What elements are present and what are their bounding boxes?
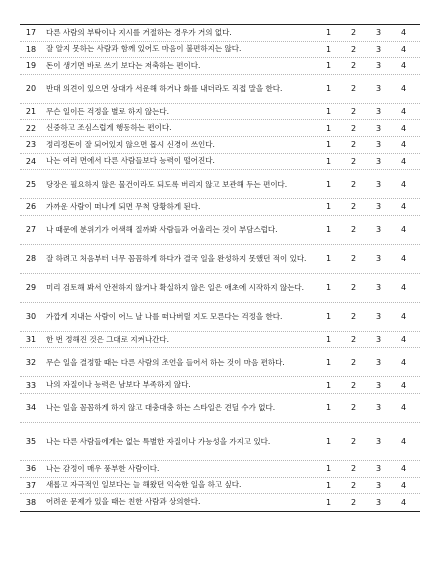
rating-option-1[interactable]: 1 [325, 156, 332, 166]
rating-option-1[interactable]: 1 [325, 283, 332, 293]
rating-option-3[interactable]: 3 [375, 61, 382, 71]
rating-option-2[interactable]: 2 [350, 335, 357, 345]
rating-option-1[interactable]: 1 [325, 179, 332, 189]
question-text: 한 번 정해진 것은 그대로 지켜나간다. [46, 334, 169, 344]
rating-option-2[interactable]: 2 [350, 61, 357, 71]
rating-option-4[interactable]: 4 [400, 403, 407, 413]
question-row [20, 423, 420, 461]
question-row [20, 348, 420, 377]
question-text: 잘 알지 못하는 사람과 함께 있어도 마음이 불편하지는 않다. [46, 44, 242, 54]
rating-option-4[interactable]: 4 [400, 283, 407, 293]
rating-option-1[interactable]: 1 [325, 464, 332, 474]
rating-option-1[interactable]: 1 [325, 225, 332, 235]
question-row [20, 199, 420, 216]
question-number: 36 [25, 464, 37, 474]
question-number: 19 [25, 61, 37, 71]
question-row [20, 332, 420, 349]
question-number: 31 [25, 335, 37, 345]
rating-option-4[interactable]: 4 [400, 123, 407, 133]
rating-option-4[interactable]: 4 [400, 202, 407, 212]
rating-option-2[interactable]: 2 [350, 225, 357, 235]
question-row [20, 478, 420, 495]
rating-option-3[interactable]: 3 [375, 44, 382, 54]
question-number: 35 [25, 436, 37, 446]
rating-option-3[interactable]: 3 [375, 480, 382, 490]
rating-option-2[interactable]: 2 [350, 179, 357, 189]
question-row [20, 42, 420, 59]
question-number: 17 [25, 28, 37, 38]
question-row [20, 216, 420, 245]
rating-option-1[interactable]: 1 [325, 84, 332, 94]
question-number: 20 [25, 84, 37, 94]
rating-option-2[interactable]: 2 [350, 480, 357, 490]
rating-option-2[interactable]: 2 [350, 380, 357, 390]
rating-option-2[interactable]: 2 [350, 123, 357, 133]
rating-option-2[interactable]: 2 [350, 283, 357, 293]
question-number: 22 [25, 123, 37, 133]
question-row [20, 120, 420, 137]
rating-option-1[interactable]: 1 [325, 44, 332, 54]
rating-option-3[interactable]: 3 [375, 380, 382, 390]
question-text: 가까운 사람이 떠나게 되면 무척 당황하게 된다. [46, 201, 201, 211]
rating-option-3[interactable]: 3 [375, 403, 382, 413]
question-text: 나는 다른 사람들에게는 없는 특별한 자질이나 가능성을 가지고 있다. [46, 436, 271, 446]
rating-option-3[interactable]: 3 [375, 202, 382, 212]
rating-option-2[interactable]: 2 [350, 464, 357, 474]
question-text: 무슨 일을 결정할 때는 다른 사람의 조언을 들어서 하는 것이 마음 편하다. [46, 357, 285, 367]
rating-option-4[interactable]: 4 [400, 179, 407, 189]
question-text: 나는 여러 면에서 다른 사람들보다 능력이 떨어진다. [46, 156, 215, 166]
question-text: 반대 의견이 있으면 상대가 서운해 하거나 화를 내더라도 직접 말을 한다. [46, 84, 283, 94]
rating-option-1[interactable]: 1 [325, 107, 332, 117]
rating-option-4[interactable]: 4 [400, 254, 407, 264]
rating-option-3[interactable]: 3 [375, 335, 382, 345]
question-number: 28 [25, 254, 37, 264]
question-text: 정리정돈이 잘 되어있지 않으면 몹시 신경이 쓰인다. [46, 139, 215, 149]
rating-option-3[interactable]: 3 [375, 312, 382, 322]
rating-option-4[interactable]: 4 [400, 436, 407, 446]
question-text: 돈이 생기면 바로 쓰기 보다는 저축하는 편이다. [46, 60, 201, 70]
rating-option-1[interactable]: 1 [325, 380, 332, 390]
question-number: 21 [25, 107, 37, 117]
question-row [20, 494, 420, 511]
question-row [20, 394, 420, 423]
rating-option-1[interactable]: 1 [325, 312, 332, 322]
rating-option-3[interactable]: 3 [375, 123, 382, 133]
rating-option-1[interactable]: 1 [325, 335, 332, 345]
rating-option-4[interactable]: 4 [400, 44, 407, 54]
rating-option-3[interactable]: 3 [375, 283, 382, 293]
rating-option-1[interactable]: 1 [325, 202, 332, 212]
rating-option-4[interactable]: 4 [400, 84, 407, 94]
question-number: 25 [25, 179, 37, 189]
rating-option-1[interactable]: 1 [325, 357, 332, 367]
rating-option-1[interactable]: 1 [325, 497, 332, 507]
rating-option-1[interactable]: 1 [325, 403, 332, 413]
rating-option-2[interactable]: 2 [350, 254, 357, 264]
rating-option-2[interactable]: 2 [350, 44, 357, 54]
question-text: 어려운 문제가 있을 때는 친한 사람과 상의한다. [46, 497, 201, 507]
rating-option-2[interactable]: 2 [350, 497, 357, 507]
rating-option-3[interactable]: 3 [375, 464, 382, 474]
rating-option-4[interactable]: 4 [400, 335, 407, 345]
rating-option-4[interactable]: 4 [400, 28, 407, 38]
question-number: 33 [25, 380, 37, 390]
question-text: 새롭고 자극적인 일보다는 늘 해왔던 익숙한 일을 하고 싶다. [46, 480, 242, 490]
question-row [20, 25, 420, 42]
rating-option-4[interactable]: 4 [400, 480, 407, 490]
rating-option-4[interactable]: 4 [400, 312, 407, 322]
question-text: 당장은 필요하지 않은 물건이라도 되도록 버리지 않고 보관해 두는 편이다. [46, 179, 288, 189]
rating-option-1[interactable]: 1 [325, 123, 332, 133]
rating-option-3[interactable]: 3 [375, 225, 382, 235]
rating-option-1[interactable]: 1 [325, 480, 332, 490]
question-number: 30 [25, 312, 37, 322]
rating-option-2[interactable]: 2 [350, 312, 357, 322]
question-row [20, 137, 420, 154]
question-text: 나는 일을 꼼꼼하게 하지 않고 대충대충 하는 스타일은 견딜 수가 없다. [46, 403, 276, 413]
question-row [20, 170, 420, 199]
question-row [20, 274, 420, 303]
rating-option-4[interactable]: 4 [400, 61, 407, 71]
rating-option-2[interactable]: 2 [350, 140, 357, 150]
question-text: 무슨 일이든 걱정을 별로 하지 않는다. [46, 106, 169, 116]
rating-option-4[interactable]: 4 [400, 225, 407, 235]
question-row [20, 154, 420, 171]
question-row [20, 58, 420, 75]
rating-option-1[interactable]: 1 [325, 140, 332, 150]
rating-option-3[interactable]: 3 [375, 497, 382, 507]
rating-option-3[interactable]: 3 [375, 436, 382, 446]
rating-option-2[interactable]: 2 [350, 107, 357, 117]
rating-option-3[interactable]: 3 [375, 28, 382, 38]
rating-option-3[interactable]: 3 [375, 84, 382, 94]
rating-option-2[interactable]: 2 [350, 357, 357, 367]
question-number: 37 [25, 480, 37, 490]
rating-option-2[interactable]: 2 [350, 403, 357, 413]
rating-option-4[interactable]: 4 [400, 357, 407, 367]
question-number: 32 [25, 357, 37, 367]
rating-option-1[interactable]: 1 [325, 254, 332, 264]
rating-option-3[interactable]: 3 [375, 107, 382, 117]
rating-option-2[interactable]: 2 [350, 202, 357, 212]
question-row [20, 377, 420, 394]
rating-option-4[interactable]: 4 [400, 497, 407, 507]
question-number: 27 [25, 225, 37, 235]
question-text: 나는 감정이 매우 풍부한 사람이다. [46, 463, 160, 473]
question-number: 38 [25, 497, 37, 507]
rating-option-1[interactable]: 1 [325, 436, 332, 446]
question-row [20, 245, 420, 274]
rating-option-4[interactable]: 4 [400, 380, 407, 390]
question-row [20, 75, 420, 104]
question-text: 잘 하려고 처음부터 너무 꼼꼼하게 하다가 결국 일을 완성하지 못했던 적이 있다. [46, 254, 307, 264]
rating-option-3[interactable]: 3 [375, 357, 382, 367]
question-text: 신중하고 조심스럽게 행동하는 편이다. [46, 123, 172, 133]
rating-option-4[interactable]: 4 [400, 464, 407, 474]
rating-option-2[interactable]: 2 [350, 84, 357, 94]
questionnaire-table [20, 24, 420, 512]
rating-option-3[interactable]: 3 [375, 156, 382, 166]
rating-option-4[interactable]: 4 [400, 107, 407, 117]
question-text: 다른 사람의 부탁이나 지시를 거절하는 경우가 거의 없다. [46, 27, 232, 37]
question-number: 24 [25, 156, 37, 166]
question-text: 나 때문에 분위기가 어색해 질까봐 사람들과 어울리는 것이 부담스럽다. [46, 225, 278, 235]
rating-option-3[interactable]: 3 [375, 179, 382, 189]
question-text: 가깝게 지내는 사람이 어느 날 나를 떠나버릴 지도 모른다는 걱정을 한다. [46, 312, 283, 322]
rating-option-3[interactable]: 3 [375, 140, 382, 150]
rating-option-4[interactable]: 4 [400, 140, 407, 150]
rating-option-1[interactable]: 1 [325, 28, 332, 38]
rating-option-2[interactable]: 2 [350, 156, 357, 166]
question-number: 34 [25, 403, 37, 413]
question-number: 18 [25, 44, 37, 54]
question-row [20, 461, 420, 478]
question-number: 23 [25, 140, 37, 150]
question-number: 29 [25, 283, 37, 293]
rating-option-3[interactable]: 3 [375, 254, 382, 264]
question-row [20, 303, 420, 332]
rating-option-2[interactable]: 2 [350, 28, 357, 38]
rating-option-1[interactable]: 1 [325, 61, 332, 71]
question-text: 미리 검토해 봐서 안전하지 않거나 확실하지 않은 일은 애초에 시작하지 않는다. [46, 283, 305, 293]
rating-option-4[interactable]: 4 [400, 156, 407, 166]
rating-option-2[interactable]: 2 [350, 436, 357, 446]
question-row [20, 104, 420, 121]
question-text: 나의 자질이나 능력은 남보다 부족하지 않다. [46, 380, 191, 390]
question-number: 26 [25, 202, 37, 212]
